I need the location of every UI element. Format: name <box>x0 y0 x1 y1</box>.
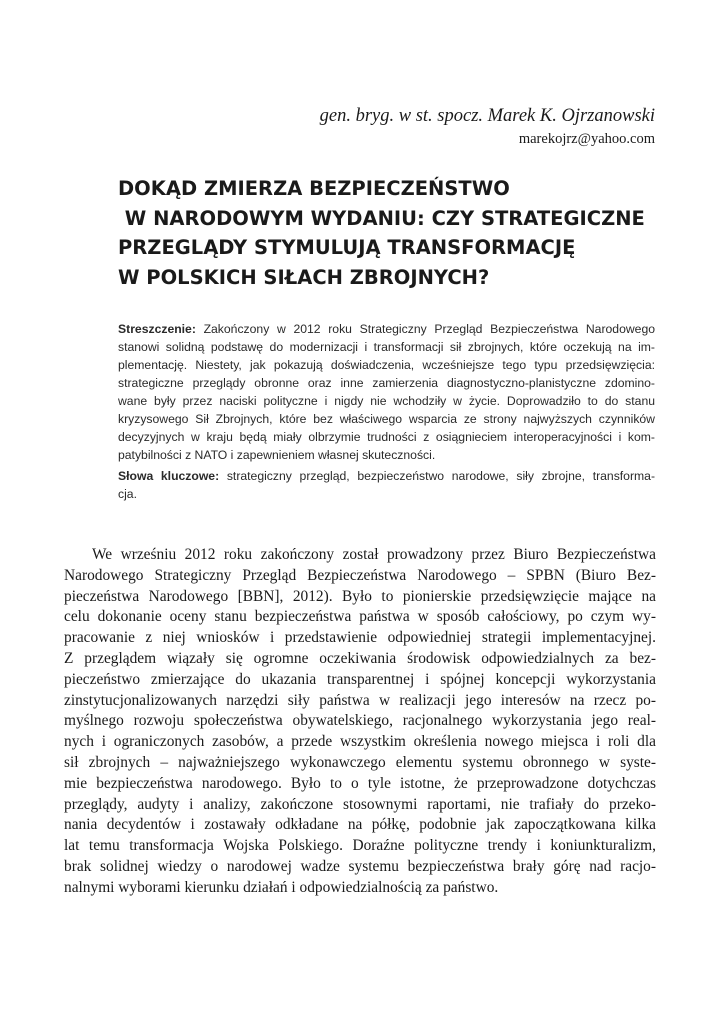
author-email: marekojrz@yahoo.com <box>518 131 655 147</box>
body-line: Z przeglądem wiązały się ogromne oczekiwania środowisk odpowiedzialnych za bez- <box>64 649 656 667</box>
keywords-text: strategiczny przegląd, bezpieczeństwo narodowe, siły zbrojne, transforma- <box>219 469 655 483</box>
body-line: sił zbrojnych – najważniejszego wykonawczego elementu systemu obronnego w syste- <box>64 753 656 771</box>
abstract-line: wane były przez naciski polityczne i nigdy nie wchodziły w życie. Doprowadziło to do stanu <box>118 394 655 408</box>
body-line: pieczeństwo zmierzające do ukazania transparentnej i spójnej koncepcji wykorzystania <box>64 670 656 688</box>
body-line: nalnymi wyborami kierunku działań i odpowiedzialnością za państwo. <box>64 878 499 896</box>
keywords <box>118 467 655 503</box>
abstract-line <box>118 320 655 338</box>
body-line: pracowanie z niej wniosków i przedstawienie odpowiedniej strategii implementacyjnej. <box>64 629 656 647</box>
body-line: lat temu transformacja Wojska Polskiego. Doraźne polityczne trendy i koniunkturalizm, <box>64 837 656 855</box>
title-line: W NARODOWYM WYDANIU: CZY STRATEGICZNE <box>118 206 645 230</box>
abstract-line: strategiczne przeglądy obronne oraz inne zamierzenia diagnostyczno-planistyczne zdomino- <box>118 376 655 390</box>
title-line: DOKĄD ZMIERZA BEZPIECZEŃSTWO <box>118 177 510 200</box>
body-line: We wrześniu 2012 roku zakończony został prowadzony przez Biuro Bezpieczeństwa <box>92 546 656 563</box>
abstract-line: stanowi solidną podstawę do modernizacji i transformacji sił zbrojnych, które oczekują na im- <box>118 340 655 354</box>
body-line: zinstytucjonalizowanych narzędzi siły państwa w realizacji jego interesów na rzecz po- <box>64 691 656 709</box>
keywords-line <box>118 467 655 485</box>
body-paragraph <box>64 545 656 899</box>
body-line: mie bezpieczeństwa narodowego. Było to o tyle istotne, że przeprowadzone dotychczas <box>64 774 656 792</box>
body-line: nych i ograniczonych zasobów, a przede wszystkim określenia nowego miejsca i roli dla <box>64 733 656 751</box>
abstract <box>118 320 655 464</box>
article-title <box>118 174 678 292</box>
keywords-line: cja. <box>118 487 137 501</box>
body-line: pieczeństwa Narodowego [BBN], 2012). Było to pionierskie przedsięwzięcie mające na <box>64 587 656 605</box>
abstract-line: patybilności z NATO i zapewnieniem własnej skuteczności. <box>118 448 436 462</box>
author-name: gen. bryg. w st. spocz. Marek K. Ojrzanowski <box>319 106 655 126</box>
body-line: myślnego rozwoju społeczeństwa obywatelskiego, racjonalnego wykorzystania jego real- <box>64 712 656 730</box>
title-line: PRZEGLĄDY STYMULUJĄ TRANSFORMACJĘ <box>118 236 576 259</box>
body-line: Narodowego Strategiczny Przegląd Bezpieczeństwa Narodowego – SPBN (Biuro Bez- <box>64 566 656 584</box>
title-line: W POLSKICH SIŁACH ZBROJNYCH? <box>118 265 490 289</box>
abstract-line: decyzyjnych w kraju będą miały olbrzymie trudności z osiągnieciem interoperacyjności i kom- <box>118 430 655 444</box>
body-line: przeglądy, audyty i analizy, zakończone stosownymi raportami, nie trafiały do przeko- <box>64 795 656 813</box>
body-line: brak solidnej wiedzy o narodowej wadze systemu bezpieczeństwa brały górę nad racjo- <box>64 857 656 875</box>
body-line: celu dokonanie oceny stanu bezpieczeństwa państwa w sposób całościowy, po czym wy- <box>64 608 656 626</box>
body-line: nania decydentów i zostawały odkładane na półkę, podobnie jak zapoczątkowana kilka <box>64 816 656 834</box>
keywords-label: Słowa kluczowe: <box>118 469 220 483</box>
abstract-line: kryzysowego Sił Zbrojnych, które bez właściwego wsparcia ze strony najwyższych czynników <box>118 412 655 426</box>
abstract-text: Zakończony w 2012 roku Strategiczny Przegląd Bezpieczeństwa Narodowego <box>195 322 655 336</box>
abstract-label: Streszczenie: <box>118 322 196 336</box>
abstract-line: plementację. Niestety, jak pokazują doświadczenia, wcześniejsze tego typu przedsięwzięcia: <box>118 358 655 372</box>
